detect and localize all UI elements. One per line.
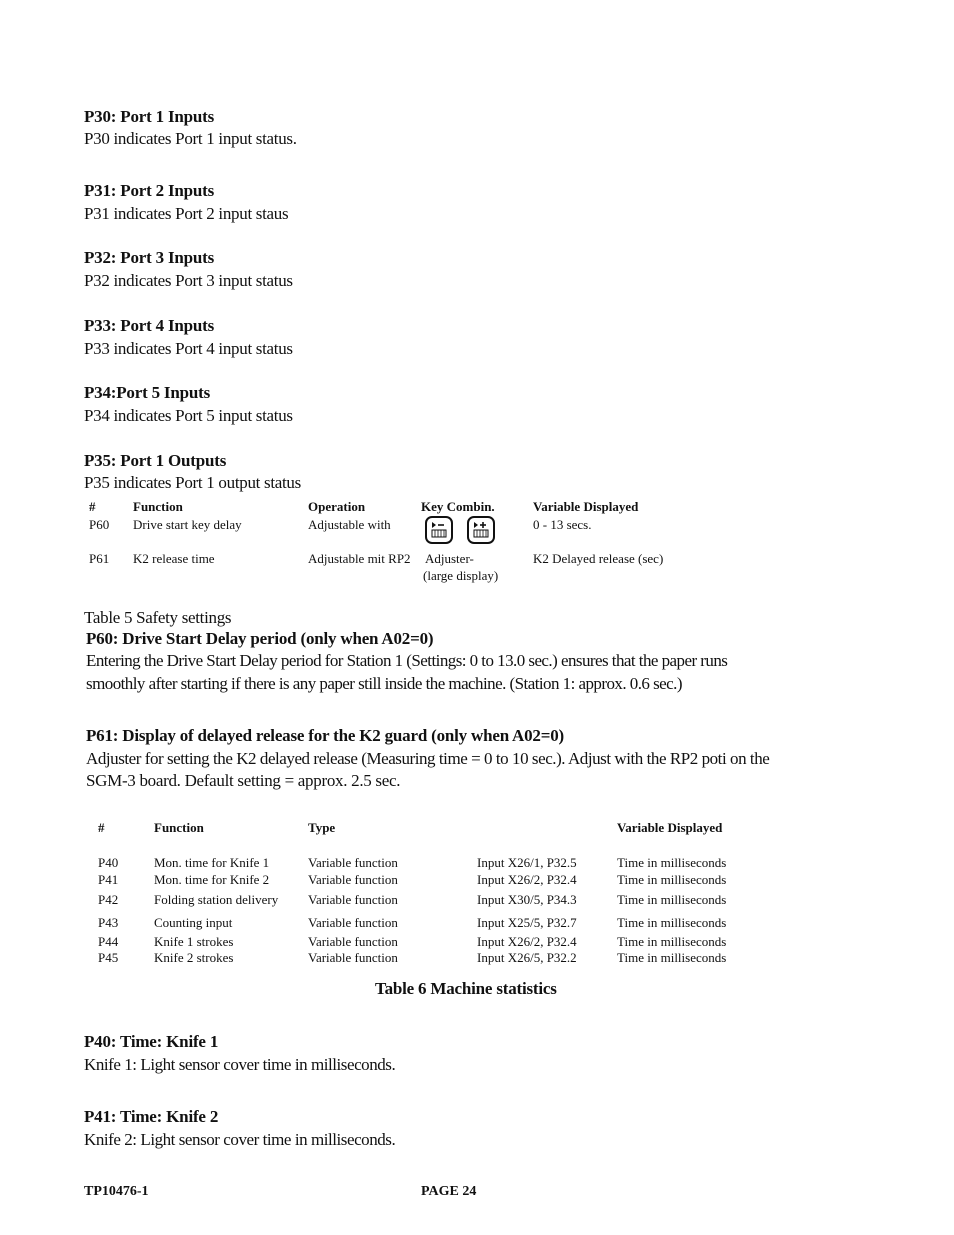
table6-cell-input: Input X26/2, P32.4 [477, 934, 577, 949]
table5-cell-variable: K2 Delayed release (sec) [533, 551, 664, 566]
table6-cell-variable: Time in milliseconds [617, 950, 727, 965]
p41-heading: P41: Time: Knife 2 [84, 1107, 219, 1126]
section-heading-p33: P33: Port 4 Inputs [84, 316, 215, 335]
footer-page-number: PAGE 24 [421, 1184, 477, 1199]
section-text-p31: P31 indicates Port 2 input staus [84, 204, 289, 223]
table6-cell-type: Variable function [308, 915, 398, 930]
table6-cell-type: Variable function [308, 950, 398, 965]
table5-header-function: Function [133, 499, 183, 514]
table6-cell-variable: Time in milliseconds [617, 855, 727, 870]
p60-text-line1: Entering the Drive Start Delay period for Station 1 (Settings: 0 to 13.0 sec.) ensures that the paper runs [86, 651, 728, 670]
p61-text-line1: Adjuster for setting the K2 delayed release (Measuring time = 0 to 10 sec.). Adjust with the RP2 poti on the [86, 749, 770, 768]
table5-header-operation: Operation [308, 499, 366, 514]
table6-cell-function: Knife 2 strokes [154, 950, 234, 965]
table5-cell-key-note: (large display) [423, 568, 499, 583]
table6-cell-type: Variable function [308, 872, 398, 887]
table5-cell-variable: 0 - 13 secs. [533, 517, 592, 532]
table6-cell-input: Input X25/5, P32.7 [477, 915, 577, 930]
section-text-p35: P35 indicates Port 1 output status [84, 473, 301, 492]
table6-cell-function: Folding station delivery [154, 892, 279, 907]
table5-header-key: Key Combin. [421, 499, 495, 514]
table6-cell-type: Variable function [308, 855, 398, 870]
footer-doc-id: TP10476-1 [84, 1184, 149, 1199]
p60-text-line2: smoothly after starting if there is any paper still inside the machine. (Station 1: approx. 0.6 sec.) [86, 674, 682, 693]
table6-cell-num: P41 [98, 872, 119, 887]
table6-caption: Table 6 Machine statistics [375, 979, 557, 998]
table6-cell-num: P43 [98, 915, 119, 930]
table6-cell-num: P44 [98, 934, 119, 949]
key-plus-icon [467, 516, 495, 544]
table6-cell-variable: Time in milliseconds [617, 892, 727, 907]
table5-header-variable: Variable Displayed [533, 499, 639, 514]
section-heading-p31: P31: Port 2 Inputs [84, 181, 215, 200]
table6-header-variable: Variable Displayed [617, 820, 723, 835]
table5-cell-operation: Adjustable with [308, 517, 391, 532]
table6-cell-type: Variable function [308, 892, 398, 907]
section-heading-p30: P30: Port 1 Inputs [84, 107, 215, 126]
table6-cell-function: Counting input [154, 915, 233, 930]
p41-text: Knife 2: Light sensor cover time in milliseconds. [84, 1130, 396, 1149]
p40-heading: P40: Time: Knife 1 [84, 1032, 219, 1051]
section-text-p34: P34 indicates Port 5 input status [84, 406, 293, 425]
table6-cell-variable: Time in milliseconds [617, 872, 727, 887]
table5-cell-function: Drive start key delay [133, 517, 242, 532]
table5-cell-num: P60 [89, 517, 110, 532]
table6-cell-num: P40 [98, 855, 119, 870]
section-heading-p34: P34:Port 5 Inputs [84, 383, 210, 402]
table5-header-num: # [89, 499, 96, 514]
table6-cell-type: Variable function [308, 934, 398, 949]
section-text-p33: P33 indicates Port 4 input status [84, 339, 293, 358]
table6-cell-num: P45 [98, 950, 119, 965]
section-text-p32: P32 indicates Port 3 input status [84, 271, 293, 290]
p61-heading: P61: Display of delayed release for the K2 guard (only when A02=0) [86, 726, 564, 745]
table6-cell-variable: Time in milliseconds [617, 934, 727, 949]
table5-cell-key: Adjuster- [425, 551, 474, 566]
table5-cell-operation: Adjustable mit RP2 [308, 551, 411, 566]
table6-cell-variable: Time in milliseconds [617, 915, 727, 930]
table5-cell-num: P61 [89, 551, 110, 566]
table6-cell-input: Input X26/2, P32.4 [477, 872, 577, 887]
table6-cell-input: Input X26/1, P32.5 [477, 855, 577, 870]
p60-heading: P60: Drive Start Delay period (only when A02=0) [86, 629, 434, 648]
section-heading-p32: P32: Port 3 Inputs [84, 248, 215, 267]
section-heading-p35: P35: Port 1 Outputs [84, 451, 227, 470]
section-text-p30: P30 indicates Port 1 input status. [84, 129, 297, 148]
table6-header-num: # [98, 820, 105, 835]
table6-cell-input: Input X30/5, P34.3 [477, 892, 577, 907]
table6-cell-num: P42 [98, 892, 119, 907]
table5-caption: Table 5 Safety settings [84, 608, 232, 627]
p40-text: Knife 1: Light sensor cover time in milliseconds. [84, 1055, 396, 1074]
table6-header-type: Type [308, 820, 336, 835]
key-minus-icon [425, 516, 453, 544]
table6-cell-input: Input X26/5, P32.2 [477, 950, 577, 965]
table5-cell-function: K2 release time [133, 551, 215, 566]
table6-cell-function: Mon. time for Knife 1 [154, 855, 270, 870]
p61-text-line2: SGM-3 board. Default setting = approx. 2.5 sec. [86, 771, 401, 790]
table6-cell-function: Mon. time for Knife 2 [154, 872, 270, 887]
table6-cell-function: Knife 1 strokes [154, 934, 234, 949]
table6-header-function: Function [154, 820, 204, 835]
